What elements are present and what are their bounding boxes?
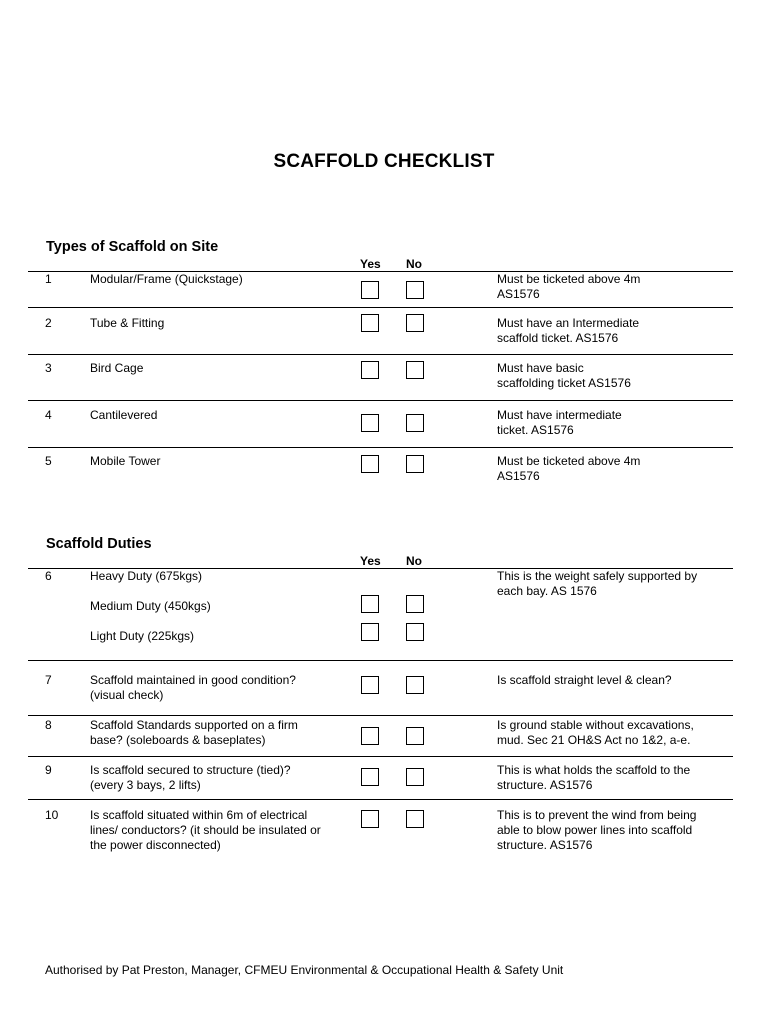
no-checkbox[interactable] <box>406 623 424 641</box>
row-note: Must be ticketed above 4m AS1576 <box>497 454 641 483</box>
no-checkbox[interactable] <box>406 361 424 379</box>
row-note: Is ground stable without excavations, mud. Sec 21 OH&S Act no 1&2, a-e. <box>497 718 694 747</box>
checklist-question: Scaffold maintained in good condition? (visual check) <box>90 673 296 702</box>
scaffold-type-label: Mobile Tower <box>90 454 161 468</box>
yes-checkbox[interactable] <box>361 810 379 828</box>
row-number: 10 <box>45 808 59 822</box>
no-checkbox[interactable] <box>406 281 424 299</box>
duty-label: Heavy Duty (675kgs) <box>90 569 203 583</box>
checklist-question: Scaffold Standards supported on a firm base? (soleboards & baseplates) <box>90 718 298 747</box>
yes-checkbox[interactable] <box>361 455 379 473</box>
row-number: 1 <box>45 272 52 286</box>
row-divider <box>28 715 733 716</box>
duty-label: Medium Duty (450kgs) <box>90 599 211 613</box>
yes-checkbox[interactable] <box>361 414 379 432</box>
scaffold-type-label: Bird Cage <box>90 361 144 375</box>
row-divider <box>28 307 733 308</box>
yes-checkbox[interactable] <box>361 595 379 613</box>
row-note: This is the weight safely supported by each bay. AS 1576 <box>497 569 698 598</box>
row-number: 6 <box>45 569 52 583</box>
page-title: SCAFFOLD CHECKLIST <box>273 151 495 172</box>
row-number: 8 <box>45 718 52 732</box>
row-note: Must have basic scaffolding ticket AS1576 <box>497 361 631 390</box>
row-note: Must be ticketed above 4m AS1576 <box>497 272 641 301</box>
scaffold-type-label: Tube & Fitting <box>90 316 165 330</box>
row-number: 7 <box>45 673 52 687</box>
row-note: This is to prevent the wind from being able to blow power lines into scaffold structure. AS1576 <box>497 808 697 852</box>
scaffold-type-label: Cantilevered <box>90 408 158 422</box>
row-note: Is scaffold straight level & clean? <box>497 673 672 687</box>
checklist-question: Is scaffold secured to structure (tied)? (every 3 bays, 2 lifts) <box>90 763 291 792</box>
row-number: 4 <box>45 408 52 422</box>
no-checkbox[interactable] <box>406 455 424 473</box>
yes-column-header: Yes <box>360 257 381 271</box>
no-checkbox[interactable] <box>406 414 424 432</box>
row-number: 2 <box>45 316 52 330</box>
no-checkbox[interactable] <box>406 810 424 828</box>
no-checkbox[interactable] <box>406 727 424 745</box>
yes-checkbox[interactable] <box>361 768 379 786</box>
row-divider <box>28 660 733 661</box>
row-divider <box>28 447 733 448</box>
section-title-types: Types of Scaffold on Site <box>46 239 219 255</box>
row-divider <box>28 354 733 355</box>
no-checkbox[interactable] <box>406 768 424 786</box>
yes-checkbox[interactable] <box>361 314 379 332</box>
checklist-question: Is scaffold situated within 6m of electrical lines/ conductors? (it should be insulated or the power disconnected) <box>90 808 321 852</box>
section-title-duties: Scaffold Duties <box>46 536 152 552</box>
no-column-header: No <box>406 554 422 568</box>
yes-checkbox[interactable] <box>361 676 379 694</box>
duty-label: Light Duty (225kgs) <box>90 629 195 643</box>
row-number: 3 <box>45 361 52 375</box>
row-divider <box>28 799 733 800</box>
footer-authorisation: Authorised by Pat Preston, Manager, CFMEU Environmental & Occupational Health & Safety Unit <box>45 963 564 977</box>
yes-checkbox[interactable] <box>361 281 379 299</box>
row-number: 5 <box>45 454 52 468</box>
yes-checkbox[interactable] <box>361 727 379 745</box>
row-divider <box>28 400 733 401</box>
scaffold-type-label: Modular/Frame (Quickstage) <box>90 272 243 286</box>
no-checkbox[interactable] <box>406 676 424 694</box>
row-note: This is what holds the scaffold to the structure. AS1576 <box>497 763 691 792</box>
no-checkbox[interactable] <box>406 314 424 332</box>
yes-column-header: Yes <box>360 554 381 568</box>
no-checkbox[interactable] <box>406 595 424 613</box>
row-number: 9 <box>45 763 52 777</box>
yes-checkbox[interactable] <box>361 361 379 379</box>
no-column-header: No <box>406 257 422 271</box>
row-divider <box>28 756 733 757</box>
row-note: Must have an Intermediate scaffold ticket. AS1576 <box>497 316 640 345</box>
row-note: Must have intermediate ticket. AS1576 <box>497 408 622 437</box>
yes-checkbox[interactable] <box>361 623 379 641</box>
